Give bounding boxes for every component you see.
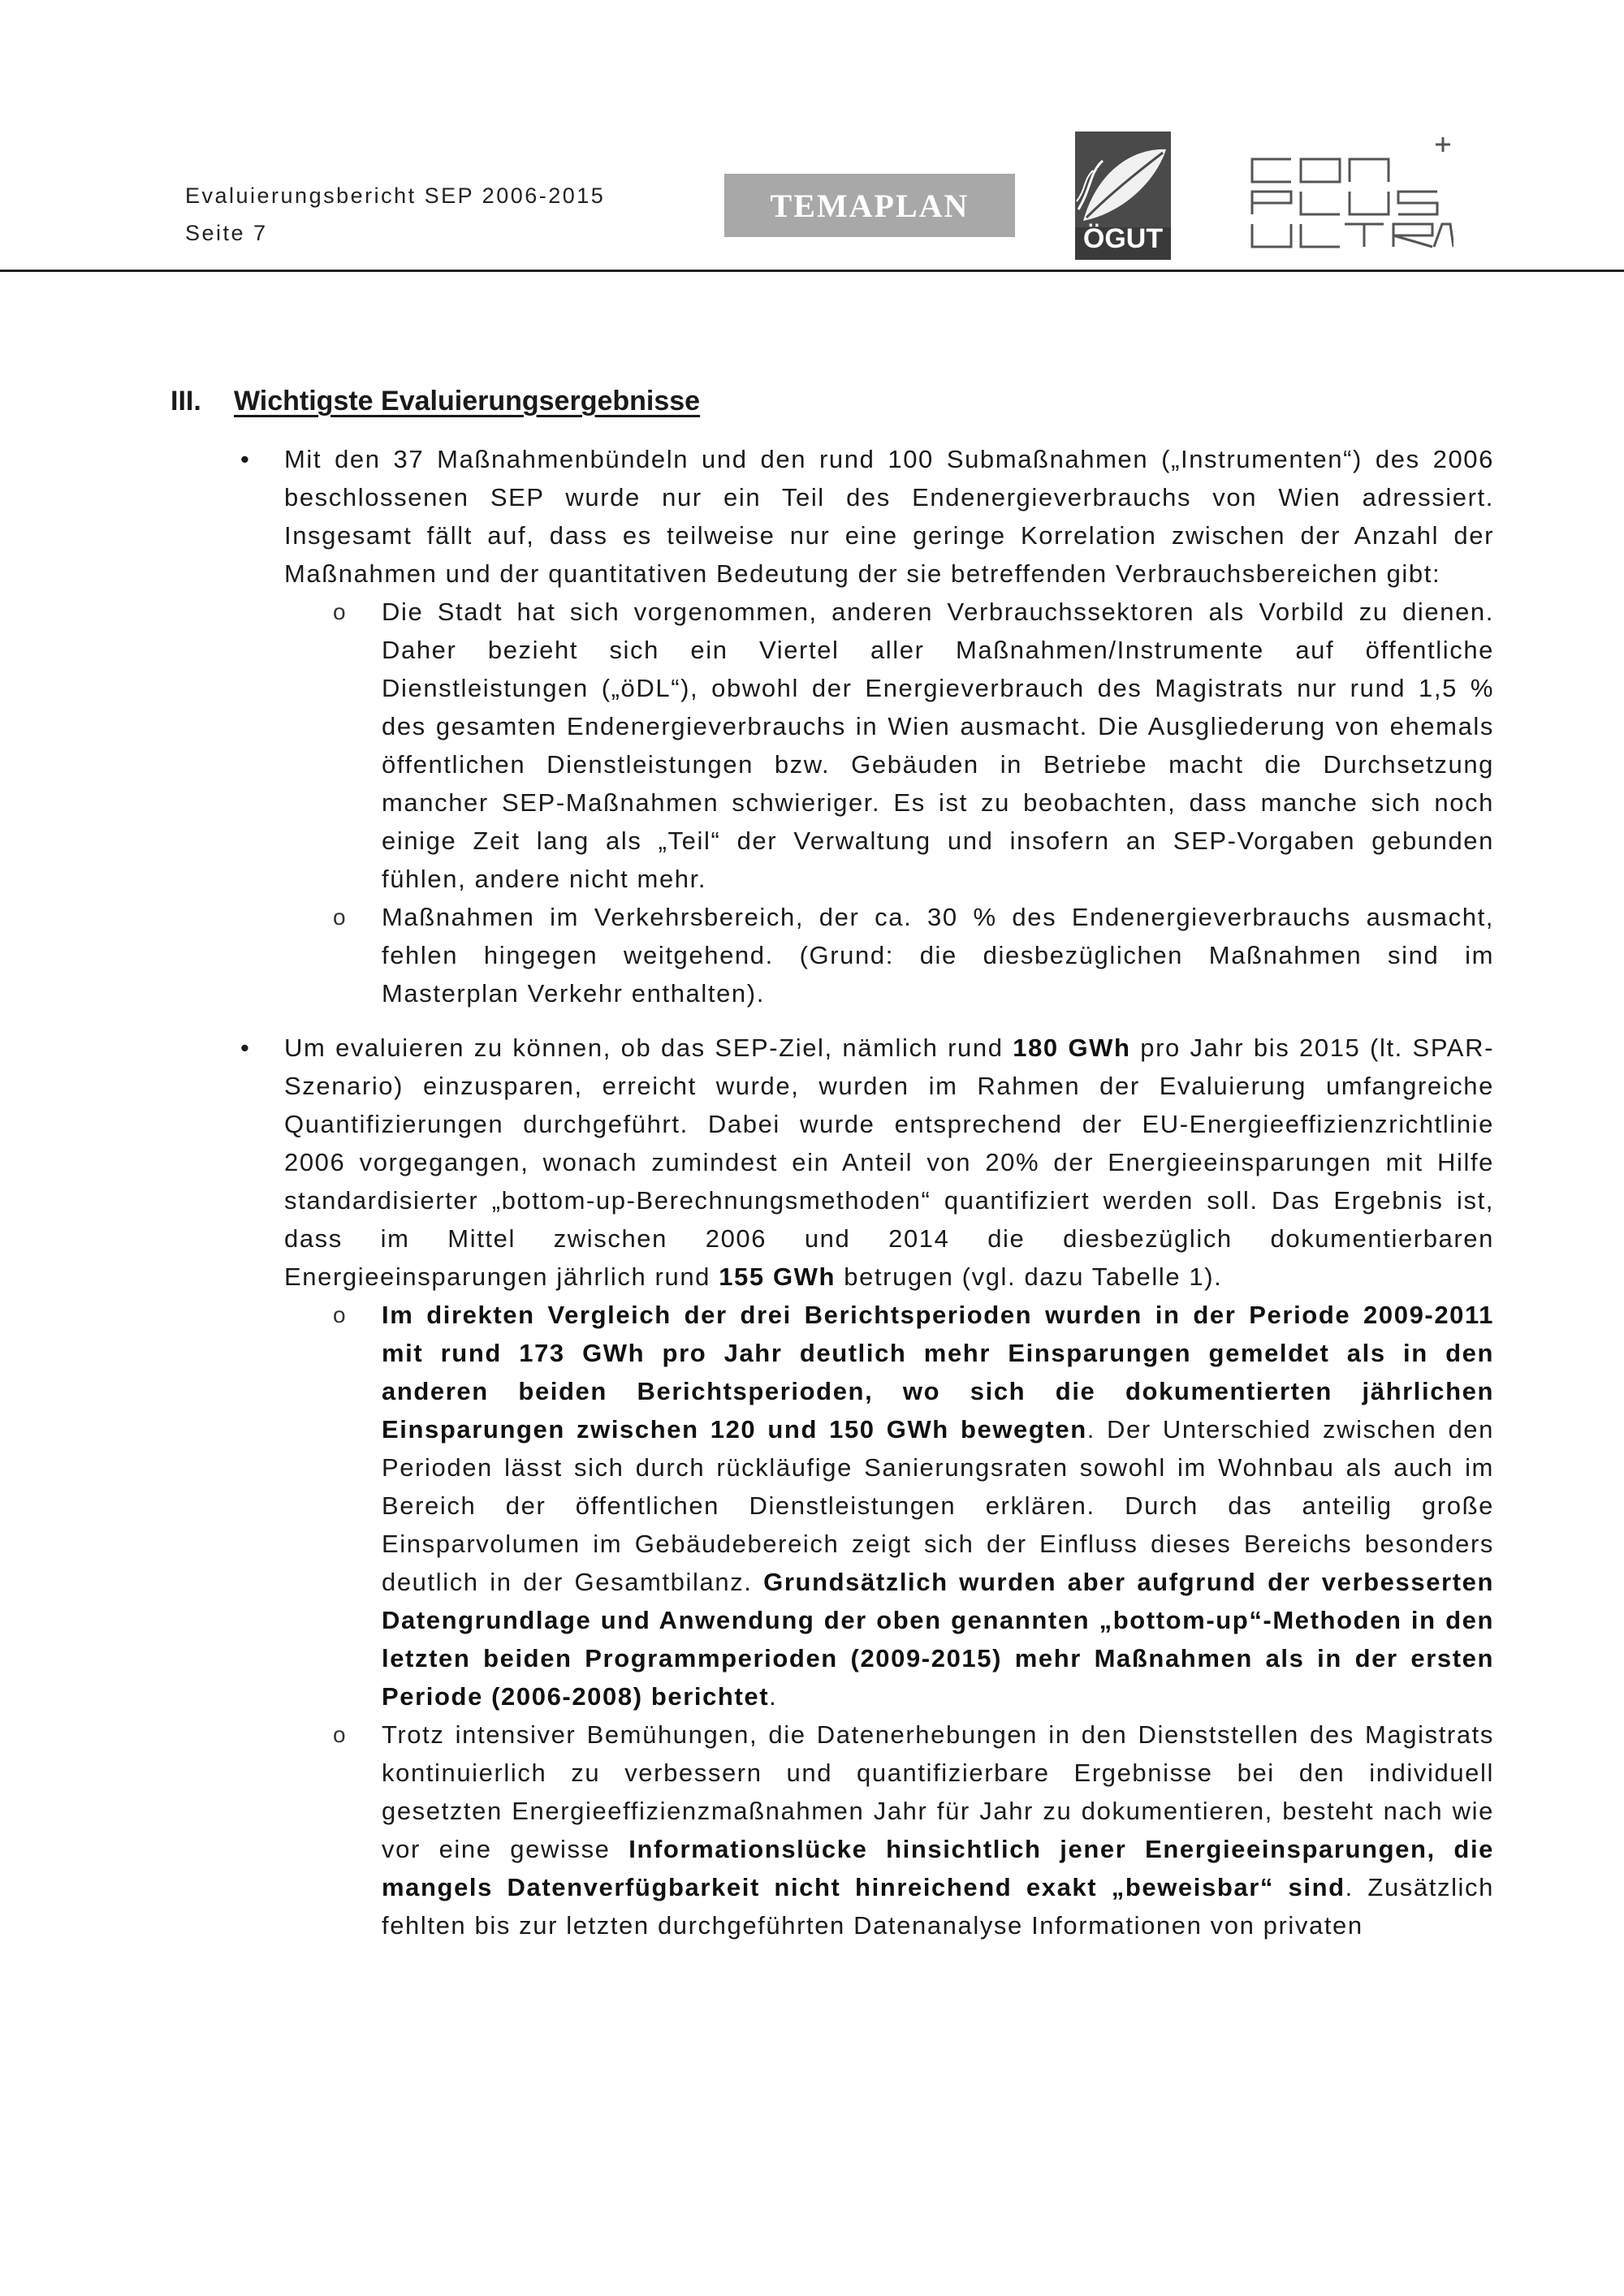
sub-item-2-1-text [382,1296,1494,1716]
bullet-icon: • [240,1034,249,1062]
section-number: III. [171,386,201,416]
con-plus-ultra-logo [1250,136,1453,266]
page-header [0,0,1624,276]
bold-run: 180 GWh [1013,1034,1131,1062]
circle-bullet-icon: o [333,904,346,930]
bold-run: Im direkten Vergleich der drei Berichtsperioden wurden in der Periode 2009-2011 mit rund 173 GWh pro Jahr deutlich mehr Einsparungen gemeldet als in den anderen beiden Berichtsperioden, wo sich die dokumentierten jährlichen Einsparungen zwischen 120 und 150 GWh bewegten [382,1301,1494,1444]
bullet-1-text: Mit den 37 Maßnahmenbündeln und den rund 100 Submaßnahmen („Instrumenten“) des 2006 beschlossenen SEP wurde nur ein Teil des Endenergieverbrauchs von Wien adressiert. Insgesamt fällt auf, dass es teilweise nur eine geringe Korrelation zwischen der Anzahl der Maßnahmen und der quantitativen Bedeutung der sie betreffenden Verbrauchsbereichen gibt: [284,445,1494,588]
sub-item-1-2-text: Maßnahmen im Verkehrsbereich, der ca. 30 % des Endenergieverbrauchs ausmacht, fehlen hingegen weitgehend. (Grund: die diesbezüglichen Maßnahmen sind im Masterplan Verkehr enthalten). [382,903,1494,1008]
text-run: Trotz intensiver Bemühungen, die Datenerhebungen in den Dienststellen des Magistrats kontinuierlich zu verbessern und quantifizierbare Ergebnisse bei den individuell gesetzten Energieeffizienzmaßnahmen Jahr für Jahr zu dokumentieren, besteht nach wie vor eine gewisse [382,1720,1494,1863]
bold-run: Informationslücke hinsichtlich jener Energieeinsparungen, die mangels Datenverfügbarkeit nicht hinreichend exakt „beweisbar“ sind [382,1835,1494,1901]
ogut-logo [1075,132,1171,260]
circle-bullet-icon: o [333,1302,346,1327]
text-run: betrugen (vgl. dazu Tabelle 1). [836,1262,1223,1291]
sub-item-2-1 [333,1296,1494,1716]
text-run: . [769,1682,778,1711]
section-title: Wichtigste Evaluierungsergebnisse [234,386,701,416]
text-run: Um evaluieren zu können, ob das SEP-Ziel, nämlich rund [284,1034,1013,1062]
ogut-logo-text: ÖGUT [1082,223,1164,254]
header-divider [0,270,1624,272]
document-body [171,380,1494,1961]
sub-item-1-2 [333,898,1494,1012]
text-run: . Zusätzlich fehlten bis zur letzten durchgeführten Datenanalyse Informationen von privaten [382,1873,1494,1940]
bullet-item-1 [240,440,1494,1012]
bullet-icon: • [240,445,249,473]
bullet-item-2 [240,1029,1494,1944]
bold-run: Grundsätzlich wurden aber aufgrund der verbesserten Datengrundlage und Anwendung der oben genannten „bottom-up“-Methoden in den letzten beiden Programmperioden (2009-2015) mehr Maßnahmen als in der ersten Periode (2006-2008) berichtet [382,1568,1494,1711]
bullet-2-text [284,1029,1494,1296]
temaplan-logo-text: TEMAPLAN [770,187,970,224]
bold-run: 155 GWh [719,1262,836,1291]
header-text [185,177,605,252]
page-number: Seite 7 [185,221,268,245]
sub-item-1-1 [333,593,1494,898]
temaplan-logo [724,174,1015,237]
section-heading [171,380,1494,422]
text-run: pro Jahr bis 2015 (lt. SPAR-Szenario) einzusparen, erreicht wurde, wurden im Rahmen der Evaluierung umfangreiche Quantifizierungen durchgeführt. Dabei wurde entsprechend der EU-Energieeffizienzrichtlinie 2006 vorgegangen, wonach zumindest ein Anteil von 20% der Energieeinsparungen mit Hilfe standardisierter „bottom-up-Berechnungsmethoden“ quantifiziert werden soll. Das Ergebnis ist, dass im Mittel zwischen 2006 und 2014 die diesbezüglich dokumentierbaren Energieeinsparungen jährlich rund [284,1034,1494,1291]
circle-bullet-icon: o [333,599,346,624]
report-title: Evaluierungsbericht SEP 2006-2015 [185,183,606,208]
text-run: . Der Unterschied zwischen den Perioden lässt sich durch rückläufige Sanierungsraten sowohl im Wohnbau als auch im Bereich der öffentlichen Dienstleistungen erklären. Durch das anteilig große Einsparvolumen im Gebäudebereich zeigt sich der Einfluss dieses Bereichs besonders deutlich in der Gesamtbilanz. [382,1415,1494,1596]
sub-item-1-1-text: Die Stadt hat sich vorgenommen, anderen Verbrauchssektoren als Vorbild zu dienen. Daher bezieht sich ein Viertel aller Maßnahmen/Instrumente auf öffentliche Dienstleistungen („öDL“), obwohl der Energieverbrauch des Magistrats nur rund 1,5 % des gesamten Endenergieverbrauchs in Wien ausmacht. Die Ausgliederung von ehemals öffentlichen Dienstleistungen bzw. Gebäuden in Betriebe macht die Durchsetzung mancher SEP-Maßnahmen schwieriger. Es ist zu beobachten, dass manche sich noch einige Zeit lang als „Teil“ der Verwaltung und insofern an SEP-Vorgaben gebunden fühlen, andere nicht mehr. [382,598,1494,893]
sub-item-2-2 [333,1716,1494,1944]
sub-item-2-2-text [382,1716,1494,1944]
circle-bullet-icon: o [333,1722,346,1747]
